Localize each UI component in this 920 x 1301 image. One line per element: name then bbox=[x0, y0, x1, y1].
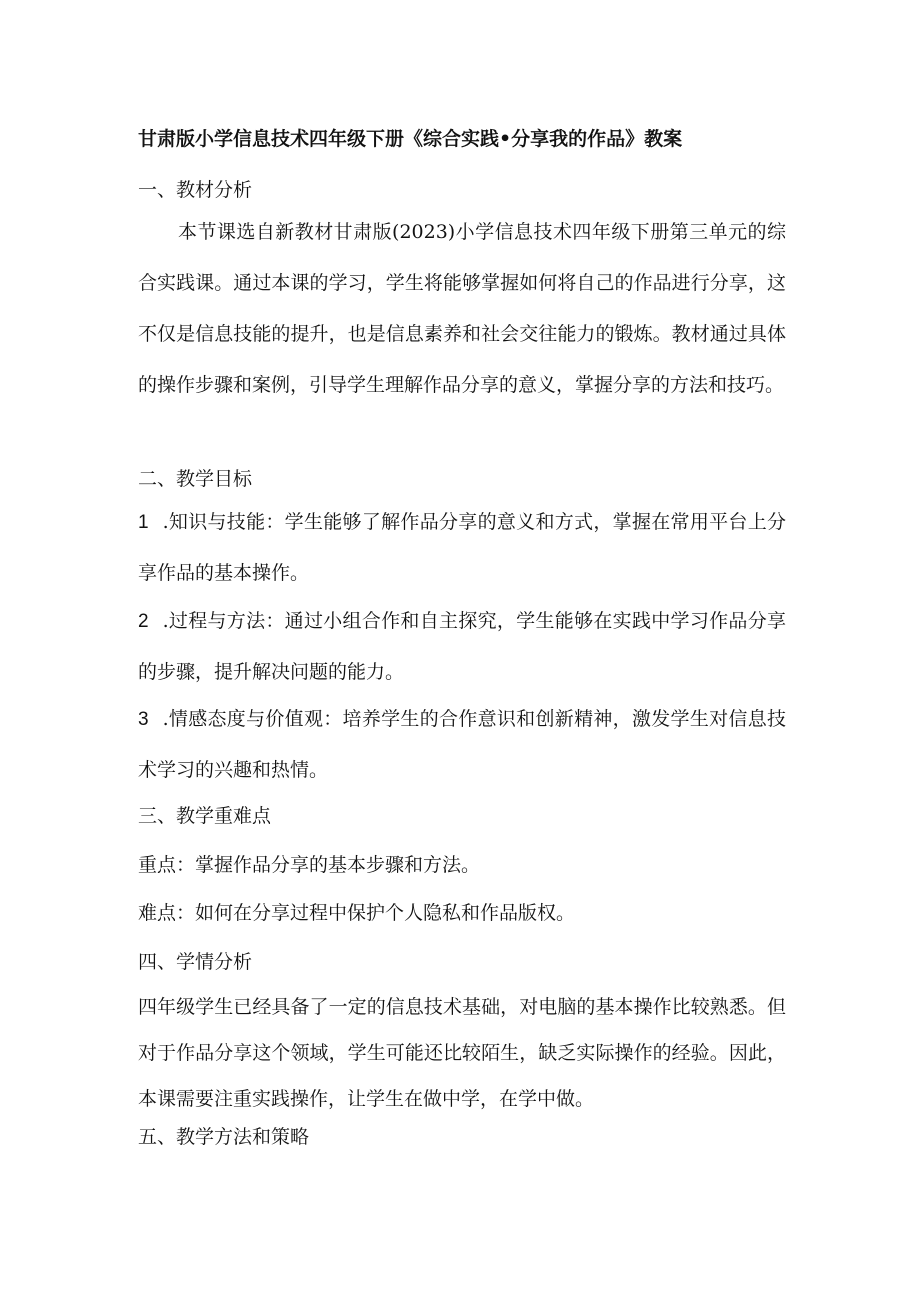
document-title: 甘肃版小学信息技术四年级下册《综合实践•分享我的作品》教案 bbox=[138, 128, 683, 150]
objective-number: 1 bbox=[138, 512, 149, 533]
section-heading-objectives: 二、教学目标 bbox=[138, 468, 253, 490]
section-heading-methods: 五、教学方法和策略 bbox=[138, 1126, 310, 1148]
objective-number: 2 bbox=[138, 611, 149, 632]
section-heading-key-difficult: 三、教学重难点 bbox=[138, 805, 272, 827]
materials-paragraph: 本节课选自新教材甘肃版(2023)小学信息技术四年级下册第三单元的综合实践课。通过本课的学习，学生将能够掌握如何将自己的作品进行分享，这不仅是信息技能的提升，也是信息素养和社会交往能力的锻炼。教材通过具体的操作步骤和案例，引导学生理解作品分享的意义，掌握分享的方法和技巧。 bbox=[138, 221, 786, 396]
difficult-point: 难点：如何在分享过程中保护个人隐私和作品版权。 bbox=[138, 902, 576, 924]
key-point: 重点：掌握作品分享的基本步骤和方法。 bbox=[138, 854, 481, 876]
section-heading-students: 四、学情分析 bbox=[138, 951, 253, 973]
students-paragraph: 四年级学生已经具备了一定的信息技术基础，对电脑的基本操作比较熟悉。但对于作品分享这个领域，学生可能还比较陌生，缺乏实际操作的经验。因此，本课需要注重实践操作，让学生在做中学，在学中做。 bbox=[138, 996, 786, 1110]
objective-item-1 bbox=[138, 497, 786, 599]
objective-text: .过程与方法：通过小组合作和自主探究，学生能够在实践中学习作品分享的步骤，提升解决问题的能力。 bbox=[138, 610, 786, 683]
objective-text: .情感态度与价值观：培养学生的合作意识和创新精神，激发学生对信息技术学习的兴趣和热情。 bbox=[138, 708, 786, 781]
objective-number: 3 bbox=[138, 709, 149, 730]
objective-item-2 bbox=[138, 596, 786, 698]
objective-text: .知识与技能：学生能够了解作品分享的意义和方式，掌握在常用平台上分享作品的基本操作。 bbox=[138, 511, 786, 584]
section-heading-materials: 一、教材分析 bbox=[138, 179, 253, 201]
objective-item-3 bbox=[138, 694, 786, 796]
